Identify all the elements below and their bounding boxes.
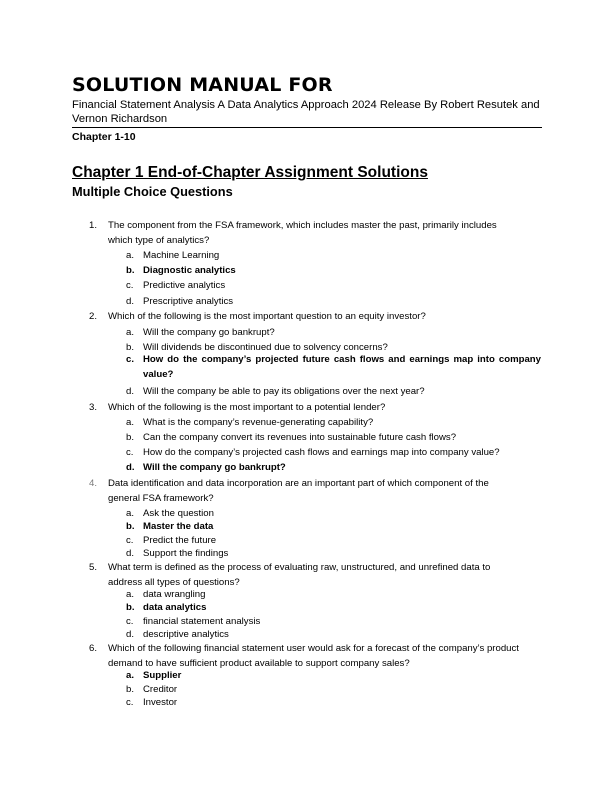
option-text: Predict the future <box>143 535 217 546</box>
option-letter: d. <box>126 462 135 473</box>
banner-title: SOLUTION MANUAL FOR <box>72 74 333 96</box>
section-heading: Multiple Choice Questions <box>72 184 233 199</box>
option-text: What is the company’s revenue-generating capability? <box>143 417 374 428</box>
question-text: What term is defined as the process of evaluating raw, unstructured, and unrefined data to address all types of questions? <box>108 562 491 588</box>
option-text: Master the data <box>143 521 214 532</box>
option-letter: a. <box>126 508 135 519</box>
option-letter: c. <box>126 354 135 365</box>
option-text: Predictive analytics <box>143 280 226 291</box>
option-text: Supplier <box>143 670 182 681</box>
option-text: Will the company go bankrupt? <box>143 462 286 473</box>
option-text: data wrangling <box>143 589 206 600</box>
question-text: Data identification and data incorporation are an important part of which component of the general FSA framework? <box>108 478 489 504</box>
option-letter: b. <box>126 602 135 613</box>
question-text: The component from the FSA framework, which includes master the past, primarily includes which type of analytics? <box>108 220 497 246</box>
option-letter: d. <box>126 548 135 559</box>
option-text: descriptive analytics <box>143 629 229 640</box>
option-letter: a. <box>126 327 135 338</box>
question-number: 4. <box>89 478 98 489</box>
question-number: 3. <box>89 402 98 413</box>
option-text: Will dividends be discontinued due to solvency concerns? <box>143 342 388 353</box>
option-letter: c. <box>126 447 134 458</box>
option-text: Can the company convert its revenues into sustainable future cash flows? <box>143 432 457 443</box>
option-text: Will the company go bankrupt? <box>143 327 275 338</box>
option-letter: d. <box>126 386 135 397</box>
option-text: Ask the question <box>143 508 214 519</box>
chapter-heading: Chapter 1 End-of-Chapter Assignment Solutions <box>72 164 428 181</box>
option-letter: c. <box>126 616 134 627</box>
option-letter: b. <box>126 265 135 276</box>
option-text: data analytics <box>143 602 207 613</box>
option-text: How do the company’s projected cash flows and earnings map into company value? <box>143 447 500 458</box>
option-text: Creditor <box>143 684 178 695</box>
option-text: financial statement analysis <box>143 616 261 627</box>
option-letter: b. <box>126 342 135 353</box>
option-letter: d. <box>126 296 135 307</box>
option-letter: d. <box>126 629 135 640</box>
option-letter: c. <box>126 535 134 546</box>
option-letter: b. <box>126 521 135 532</box>
chapter-range: Chapter 1-10 <box>72 131 136 143</box>
option-letter: c. <box>126 280 134 291</box>
question-number: 6. <box>89 643 98 654</box>
question-number: 5. <box>89 562 98 573</box>
option-letter: a. <box>126 250 135 261</box>
option-text: Prescriptive analytics <box>143 296 234 307</box>
book-subtitle: Financial Statement Analysis A Data Analytics Approach 2024 Release By Robert Resutek and Vernon Richardson <box>72 99 540 125</box>
question-text: Which of the following financial statement user would ask for a forecast of the company’s product demand to have sufficient product available to support company sales? <box>108 643 519 669</box>
option-text: Machine Learning <box>143 250 220 261</box>
option-letter: b. <box>126 432 135 443</box>
option-text: Will the company be able to pay its obligations over the next year? <box>143 386 425 397</box>
header-divider <box>72 127 542 128</box>
option-text: How do the company’s projected future cash flows and earnings map into company value? <box>143 354 541 380</box>
option-text: Support the findings <box>143 548 229 559</box>
option-letter: a. <box>126 417 135 428</box>
question-number: 1. <box>89 220 98 231</box>
question-number: 2. <box>89 311 98 322</box>
option-letter: b. <box>126 684 135 695</box>
option-letter: c. <box>126 697 134 708</box>
option-letter: a. <box>126 589 135 600</box>
question-text: Which of the following is the most important to a potential lender? <box>108 402 386 413</box>
option-letter: a. <box>126 670 135 681</box>
option-text: Investor <box>143 697 178 708</box>
option-text: Diagnostic analytics <box>143 265 236 276</box>
question-text: Which of the following is the most important question to an equity investor? <box>108 311 426 322</box>
